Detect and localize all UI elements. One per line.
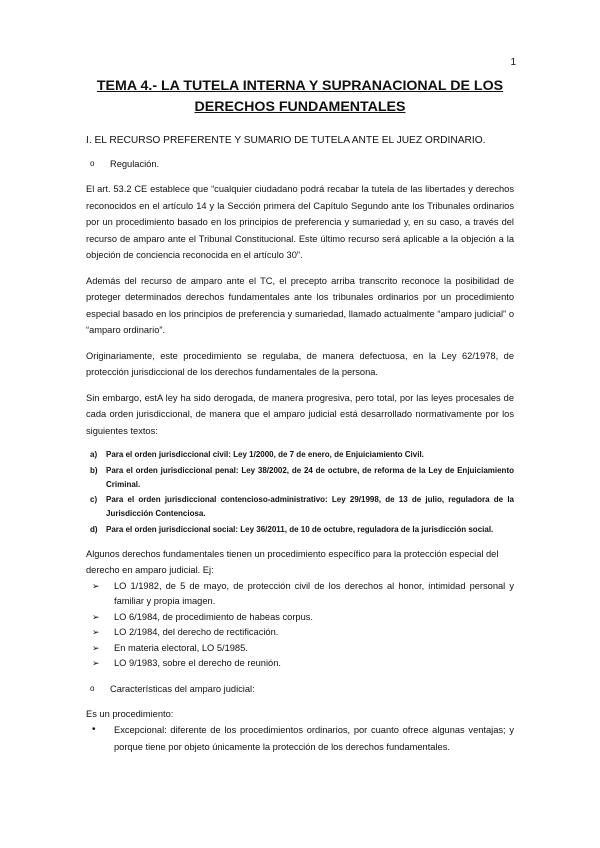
document-title [88,76,512,118]
arrow-bullet-icon: ➢ [92,627,100,638]
list-item [86,610,514,626]
list-item [86,722,514,755]
list-item [86,464,514,492]
list-item-text: LO 6/1984, de procedimiento de habeas corpus. [114,611,313,622]
list-item-text: LO 1/1982, de 5 de mayo, de protección civil de los derechos al honor, intimidad personal y familiar y propia imagen. [114,580,514,607]
specific-laws-list [86,579,514,672]
dot-bullet-icon: • [92,724,96,736]
list-item [86,523,514,537]
list-item-text: Para el orden jurisdiccional penal: Ley 38/2002, de 24 de octubre, de reforma de la Ley de Enjuiciamiento Criminal. [106,465,514,489]
list-item [86,448,514,462]
list-marker: c) [90,495,98,505]
list-item [86,579,514,610]
subheading-caracteristicas [86,682,514,696]
paragraph: Además del recurso de amparo ante el TC, el precepto arriba transcrito reconoce la posibilidad de proteger determinados derechos fundamentales ante los tribunales ordinarios por un procedimiento especial basado en los principios de preferencia y sumariedad, llamado actualmente “amparo judicial” o “amparo ordinario”. [86,275,514,335]
list-item [86,656,514,672]
list-item-text: Excepcional: diferente de los procedimientos ordinarios, por cuanto ofrece algunas ventajas; y porque tiene por objeto únicamente la protección de los derechos fundamentales. [114,725,514,752]
arrow-bullet-icon: ➢ [92,658,100,669]
subheading-label: Características del amparo judicial: [110,683,255,694]
list-item-text: Para el orden jurisdiccional contencioso-administrativo: Ley 29/1998, de 13 de julio, reguladora de la Jurisdicción Contenciosa. [106,495,514,519]
list-item [86,641,514,657]
list-item [86,625,514,641]
paragraph: Originariamente, este procedimiento se regulaba, de manera defectuosa, en la Ley 62/1978, de protección jurisdiccional de los derechos fundamentales de la persona. [86,350,514,377]
section-heading: I. EL RECURSO PREFERENTE Y SUMARIO DE TUTELA ANTE EL JUEZ ORDINARIO. [86,135,486,146]
list-item-text: LO 9/1983, sobre el derecho de reunión. [114,658,281,669]
document-body [86,134,514,755]
laws-list [86,448,514,537]
list-marker: b) [90,465,98,475]
title-line: DERECHOS FUNDAMENTALES [194,99,406,115]
characteristics-list [86,722,514,755]
arrow-bullet-icon: ➢ [92,642,100,653]
paragraph: Sin embargo, estA ley ha sido derogada, de manera progresiva, pero total, por las leyes procesales de cada orden jurisdiccional, de manera que el amparo judicial está desarrollado normativamente por los siguientes textos: [86,392,514,436]
list-item-text: En materia electoral, LO 5/1985. [114,642,248,653]
paragraph: El art. 53.2 CE establece que “cualquier ciudadano podrá recabar la tutela de las libertades y derechos reconocidos en el artículo 14 y la Sección primera del Capítulo Segundo ante los Tribunales ordinarios por un procedimiento basado en los principios de preferencia y sumariedad y, en su caso, a través del recurso de amparo ante el Tribunal Constitucional. Este último recurso será aplicable a la objeción a la objeción de conciencia reconocida en el artículo 30”. [86,184,514,260]
list-item [86,493,514,521]
paragraph: Es un procedimiento: [86,708,174,719]
title-line: TEMA 4.- LA TUTELA INTERNA Y SUPRANACIONAL DE LOS [96,78,504,94]
subheading-label: Regulación. [110,159,160,169]
circle-bullet-icon: o [90,159,95,168]
page-number: 1 [510,57,516,68]
list-item-text: Para el orden jurisdiccional civil: Ley 1/2000, de 7 de enero, de Enjuiciamiento Civil. [106,450,424,459]
arrow-bullet-icon: ➢ [92,611,100,622]
list-item-text: LO 2/1984, del derecho de rectificación. [114,627,279,638]
list-marker: a) [90,450,98,459]
circle-bullet-icon: o [90,683,95,693]
subheading-regulacion [86,157,514,171]
paragraph: Algunos derechos fundamentales tienen un procedimiento específico para la protección especial del derecho en amparo judicial. Ej: [86,548,499,576]
list-item-text: Para el orden jurisdiccional social: Ley 36/2011, de 10 de octubre, reguladora de la jurisdicción social. [106,524,494,534]
arrow-bullet-icon: ➢ [92,580,100,591]
list-marker: d) [90,524,98,534]
